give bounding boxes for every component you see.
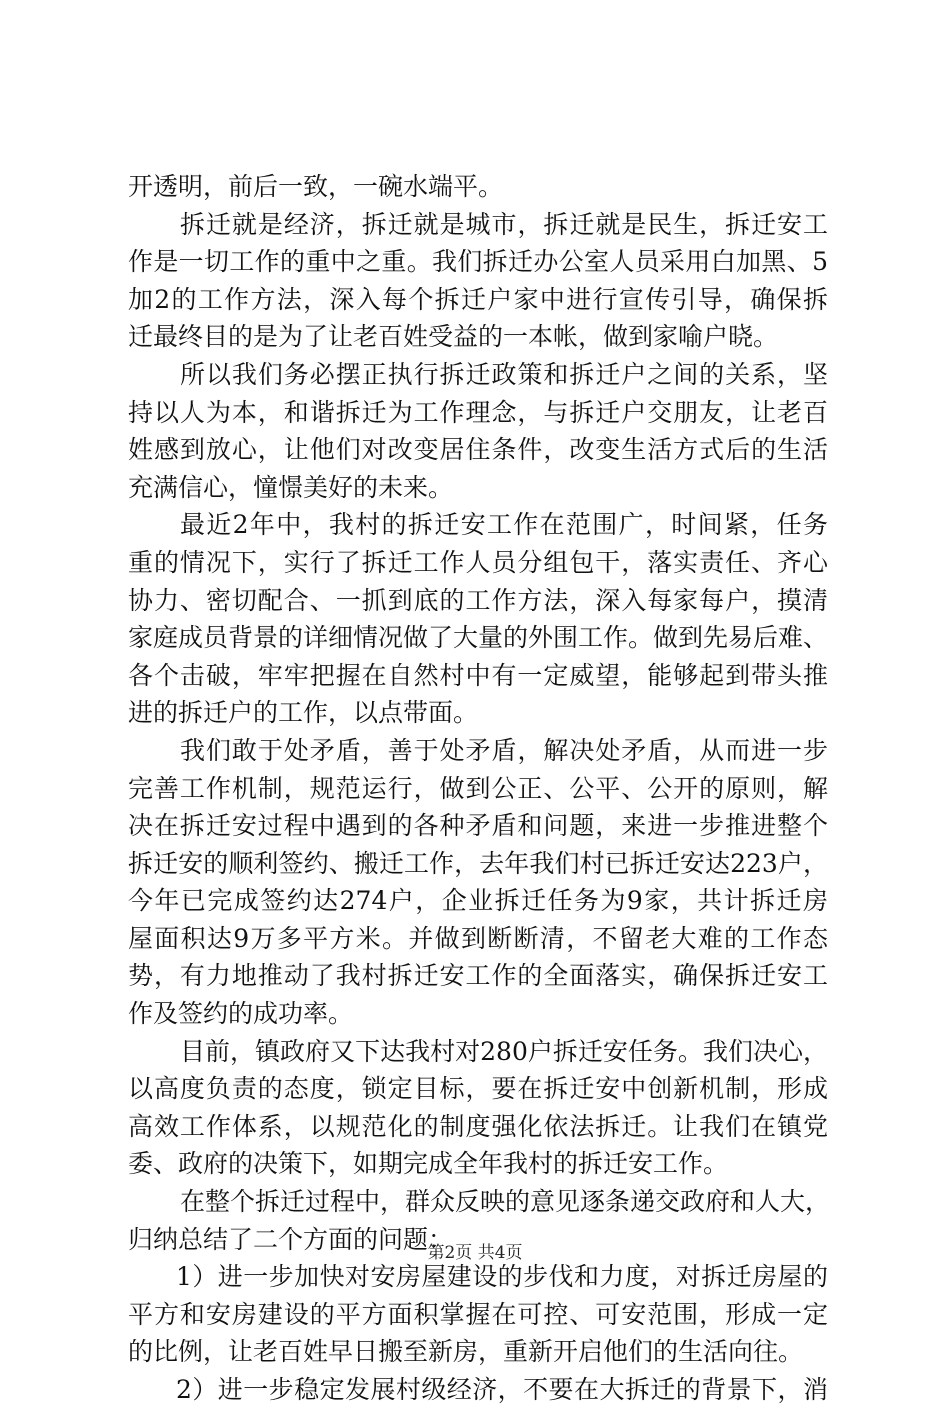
text-line: 在整个拆迁过程中，群众反映的意见逐条递交政府和人大，: [180, 1187, 831, 1217]
text-line: 的比例，让老百姓早日搬至新房，重新开启他们的生活向往。: [128, 1337, 804, 1367]
text-line: 姓感到放心，让他们对改变居住条件，改变生活方式后的生活: [128, 435, 828, 465]
text-line: 迁最终目的是为了让老百姓受益的一本帐，做到家喻户晓。: [128, 322, 779, 352]
text-line: 重的情况下，实行了拆迁工作人员分组包干，落实责任、齐心: [128, 547, 828, 577]
text-line: 家庭成员背景的详细情况做了大量的外围工作。做到先易后难、: [128, 623, 829, 653]
text-line: 作是一切工作的重中之重。我们拆迁办公室人员采用白加黑、5: [128, 247, 828, 277]
text-line: 归纳总结了二个方面的问题：: [128, 1224, 454, 1254]
document-body: [128, 168, 831, 1409]
text-line: 委、政府的决策下，如期完成全年我村的拆迁安工作。: [128, 1149, 729, 1179]
text-line: 高效工作体系，以规范化的制度强化依法拆迁。让我们在镇党: [128, 1111, 828, 1141]
text-line: 以高度负责的态度，锁定目标，要在拆迁安中创新机制，形成: [128, 1074, 828, 1104]
text-line: 2）进一步稳定发展村级经济，不要在大拆迁的背景下，消: [176, 1375, 828, 1404]
text-line: 充满信心，憧憬美好的未来。: [128, 472, 454, 502]
text-line: 各个击破，牢牢把握在自然村中有一定威望，能够起到带头推: [128, 660, 828, 690]
text-line: 今年已完成签约达274户，企业拆迁任务为9家，共计拆迁房: [128, 886, 828, 916]
text-line: 屋面积达9万多平方米。并做到断断清，不留老大难的工作态: [128, 923, 828, 953]
text-line: 最近2年中，我村的拆迁安工作在范围广，时间紧，任务: [180, 510, 828, 540]
text-line: 开透明，前后一致，一碗水端平。: [128, 172, 504, 201]
text-line: 平方和安房建设的平方面积掌握在可控、可安范围，形成一定: [128, 1299, 828, 1329]
text-line: 所以我们务必摆正执行拆迁政策和拆迁户之间的关系，坚: [180, 359, 828, 389]
page-footer: [0, 1238, 950, 1263]
text-line: 1）进一步加快对安房屋建设的步伐和力度，对拆迁房屋的: [176, 1262, 828, 1292]
text-line: 目前，镇政府又下达我村对280户拆迁安任务。我们决心，: [180, 1036, 828, 1066]
text-line: 我们敢于处矛盾，善于处矛盾，解决处矛盾，从而进一步: [180, 735, 828, 765]
text-line: 完善工作机制，规范运行，做到公正、公平、公开的原则，解: [128, 773, 828, 803]
text-line: 决在拆迁安过程中遇到的各种矛盾和问题，来进一步推进整个: [128, 811, 828, 841]
page-number-text: 第2页 共4页: [427, 1243, 523, 1263]
text-line: 持以人为本，和谐拆迁为工作理念，与拆迁户交朋友，让老百: [128, 397, 828, 427]
text-line: 协力、密切配合、一抓到底的工作方法，深入每家每户，摸清: [128, 585, 828, 615]
text-line: 作及签约的成功率。: [128, 999, 354, 1029]
text-line: 拆迁安的顺利签约、搬迁工作，去年我们村已拆迁安达223户，: [128, 848, 828, 878]
text-line: 加2的工作方法，深入每个拆迁户家中进行宣传引导，确保拆: [128, 284, 828, 314]
text-line: 势，有力地推动了我村拆迁安工作的全面落实，确保拆迁安工: [128, 961, 828, 991]
text-line: 拆迁就是经济，拆迁就是城市，拆迁就是民生，拆迁安工: [180, 209, 828, 239]
text-line: 进的拆迁户的工作，以点带面。: [128, 698, 479, 728]
